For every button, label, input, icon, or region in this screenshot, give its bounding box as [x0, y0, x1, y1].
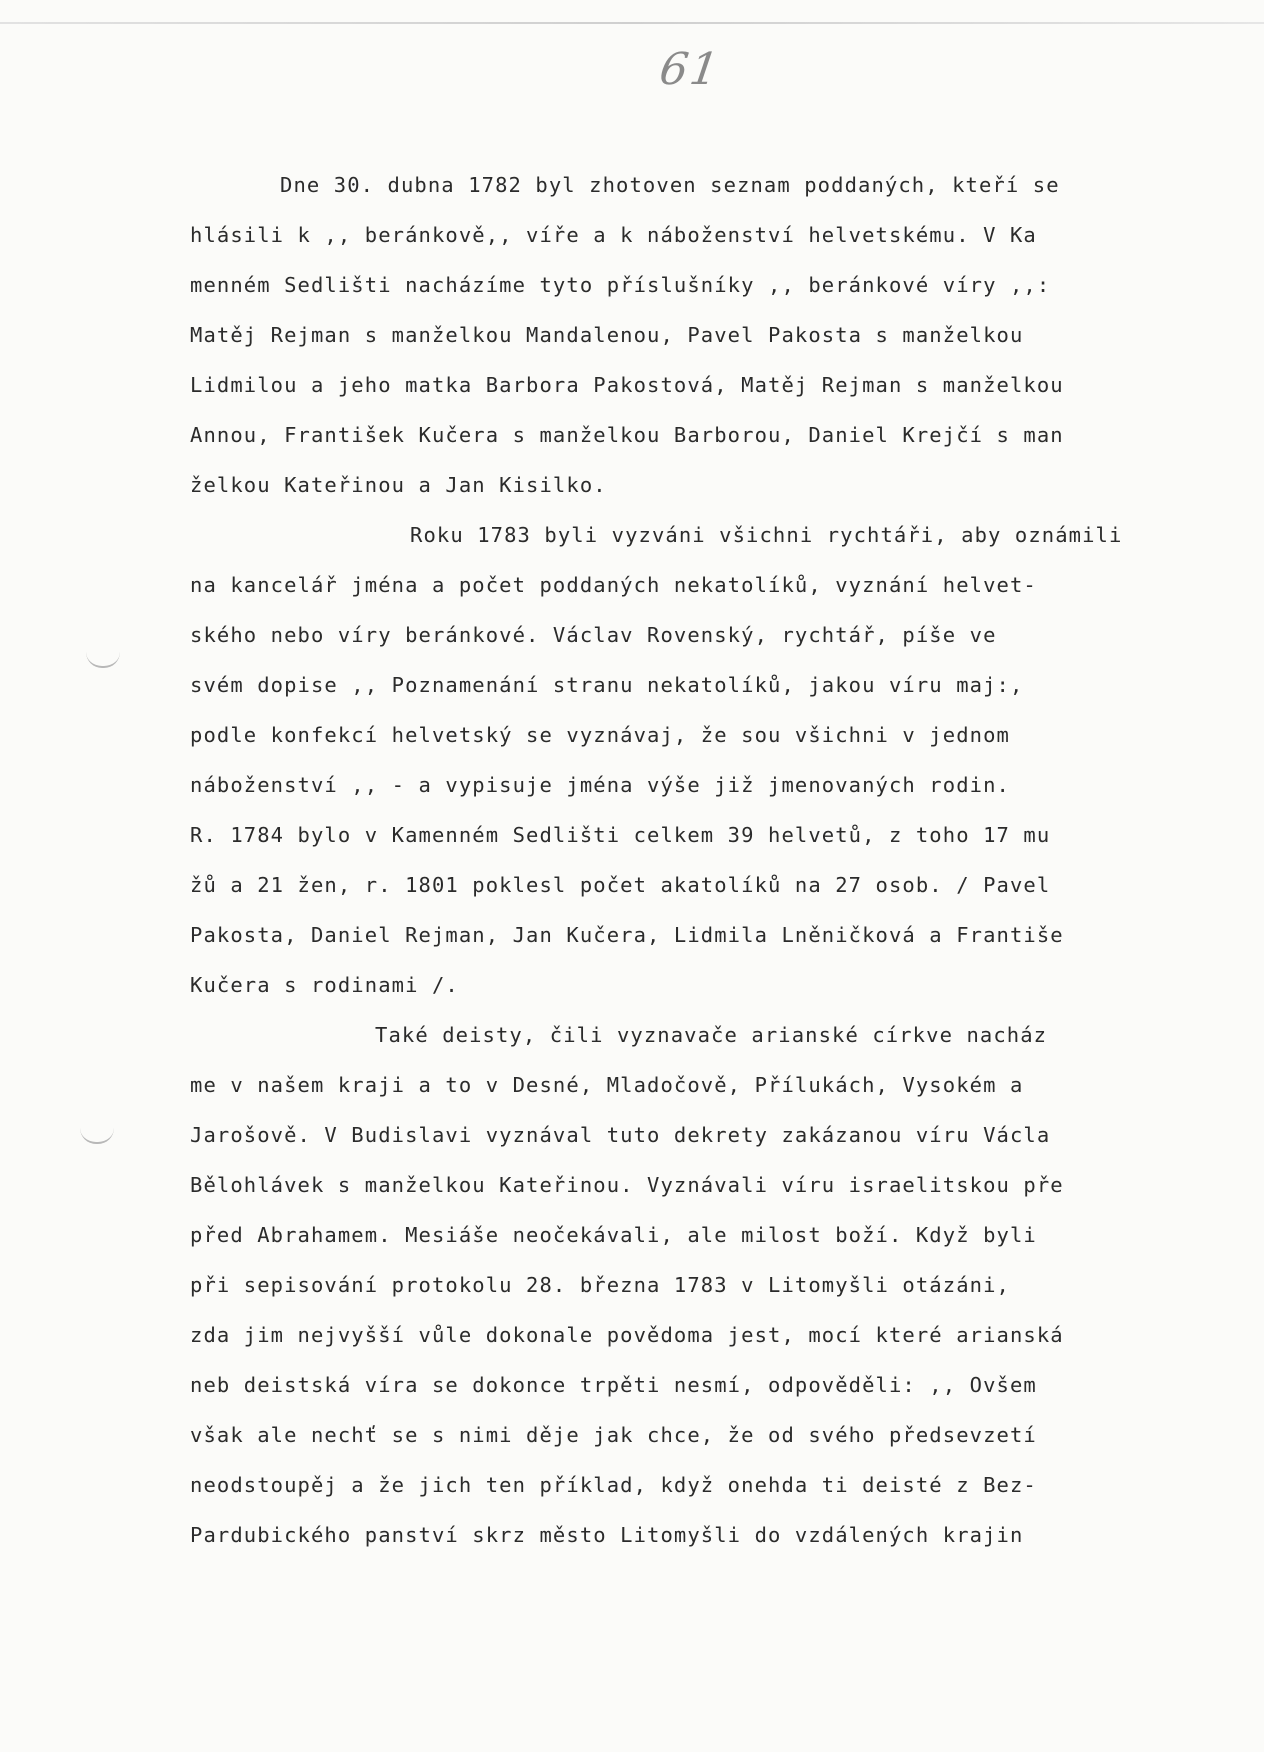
text-line: při sepisování protokolu 28. března 1783 v Litomyšli otázáni,	[190, 1273, 1010, 1297]
text-line: Lidmilou a jeho matka Barbora Pakostová, Matěj Rejman s manželkou	[190, 373, 1064, 397]
text-line: na kancelář jména a počet poddaných nekatolíků, vyznání helvet-	[190, 573, 1037, 597]
text-line: Matěj Rejman s manželkou Mandalenou, Pavel Pakosta s manželkou	[190, 323, 1024, 347]
text-line: Roku 1783 byli vyzváni všichni rychtáři, aby oznámili	[410, 523, 1123, 547]
margin-mark	[86, 652, 120, 668]
text-line: Pakosta, Daniel Rejman, Jan Kučera, Lidmila Lněničková a Františe	[190, 923, 1064, 947]
text-line: Také deisty, čili vyznavače arianské církve nacház	[375, 1023, 1048, 1047]
text-line: Kučera s rodinami /.	[190, 973, 459, 997]
text-line: před Abrahamem. Mesiáše neočekávali, ale milost boží. Když byli	[190, 1223, 1037, 1247]
text-line: náboženství ,, - a vypisuje jména výše již jmenovaných rodin.	[190, 773, 1010, 797]
text-line: hlásili k ,, beránkově,, víře a k náboženství helvetskému. V Ka	[190, 223, 1037, 247]
text-line: Jarošově. V Budislavi vyznával tuto dekrety zakázanou víru Václa	[190, 1123, 1051, 1147]
text-line: žů a 21 žen, r. 1801 poklesl počet akatolíků na 27 osob. / Pavel	[190, 873, 1051, 897]
text-line: Bělohlávek s manželkou Kateřinou. Vyznávali víru israelitskou pře	[190, 1173, 1064, 1197]
text-line: Dne 30. dubna 1782 byl zhotoven seznam poddaných, kteří se	[280, 173, 1060, 197]
text-line: podle konfekcí helvetský se vyznávaj, že sou všichni v jednom	[190, 723, 1010, 747]
text-line: však ale nechť se s nimi děje jak chce, že od svého předsevzetí	[190, 1423, 1037, 1447]
page-number: 61	[656, 44, 724, 95]
text-line: Pardubického panství skrz město Litomyšli do vzdálených krajin	[190, 1523, 1024, 1547]
text-line: Annou, František Kučera s manželkou Barborou, Daniel Krejčí s man	[190, 423, 1064, 447]
text-line: želkou Kateřinou a Jan Kisilko.	[190, 473, 607, 497]
margin-mark	[80, 1128, 114, 1144]
text-line: svém dopise ,, Poznamenání stranu nekatolíků, jakou víru maj:,	[190, 673, 1024, 697]
text-line: me v našem kraji a to v Desné, Mladočově, Přílukách, Vysokém a	[190, 1073, 1024, 1097]
text-line: ského nebo víry beránkové. Václav Rovenský, rychtář, píše ve	[190, 623, 997, 647]
text-line: R. 1784 bylo v Kamenném Sedlišti celkem 39 helvetů, z toho 17 mu	[190, 823, 1051, 847]
text-line: neodstoupěj a že jich ten příklad, když onehda ti deisté z Bez-	[190, 1473, 1037, 1497]
typewritten-text	[190, 160, 1170, 1560]
page-edge-line	[0, 22, 1264, 24]
text-line: zda jim nejvyšší vůle dokonale povědoma jest, mocí které arianská	[190, 1323, 1064, 1347]
text-line: neb deistská víra se dokonce trpěti nesmí, odpověděli: ,, Ovšem	[190, 1373, 1037, 1397]
text-line: menném Sedlišti nacházíme tyto příslušníky ,, beránkové víry ,,:	[190, 273, 1051, 297]
